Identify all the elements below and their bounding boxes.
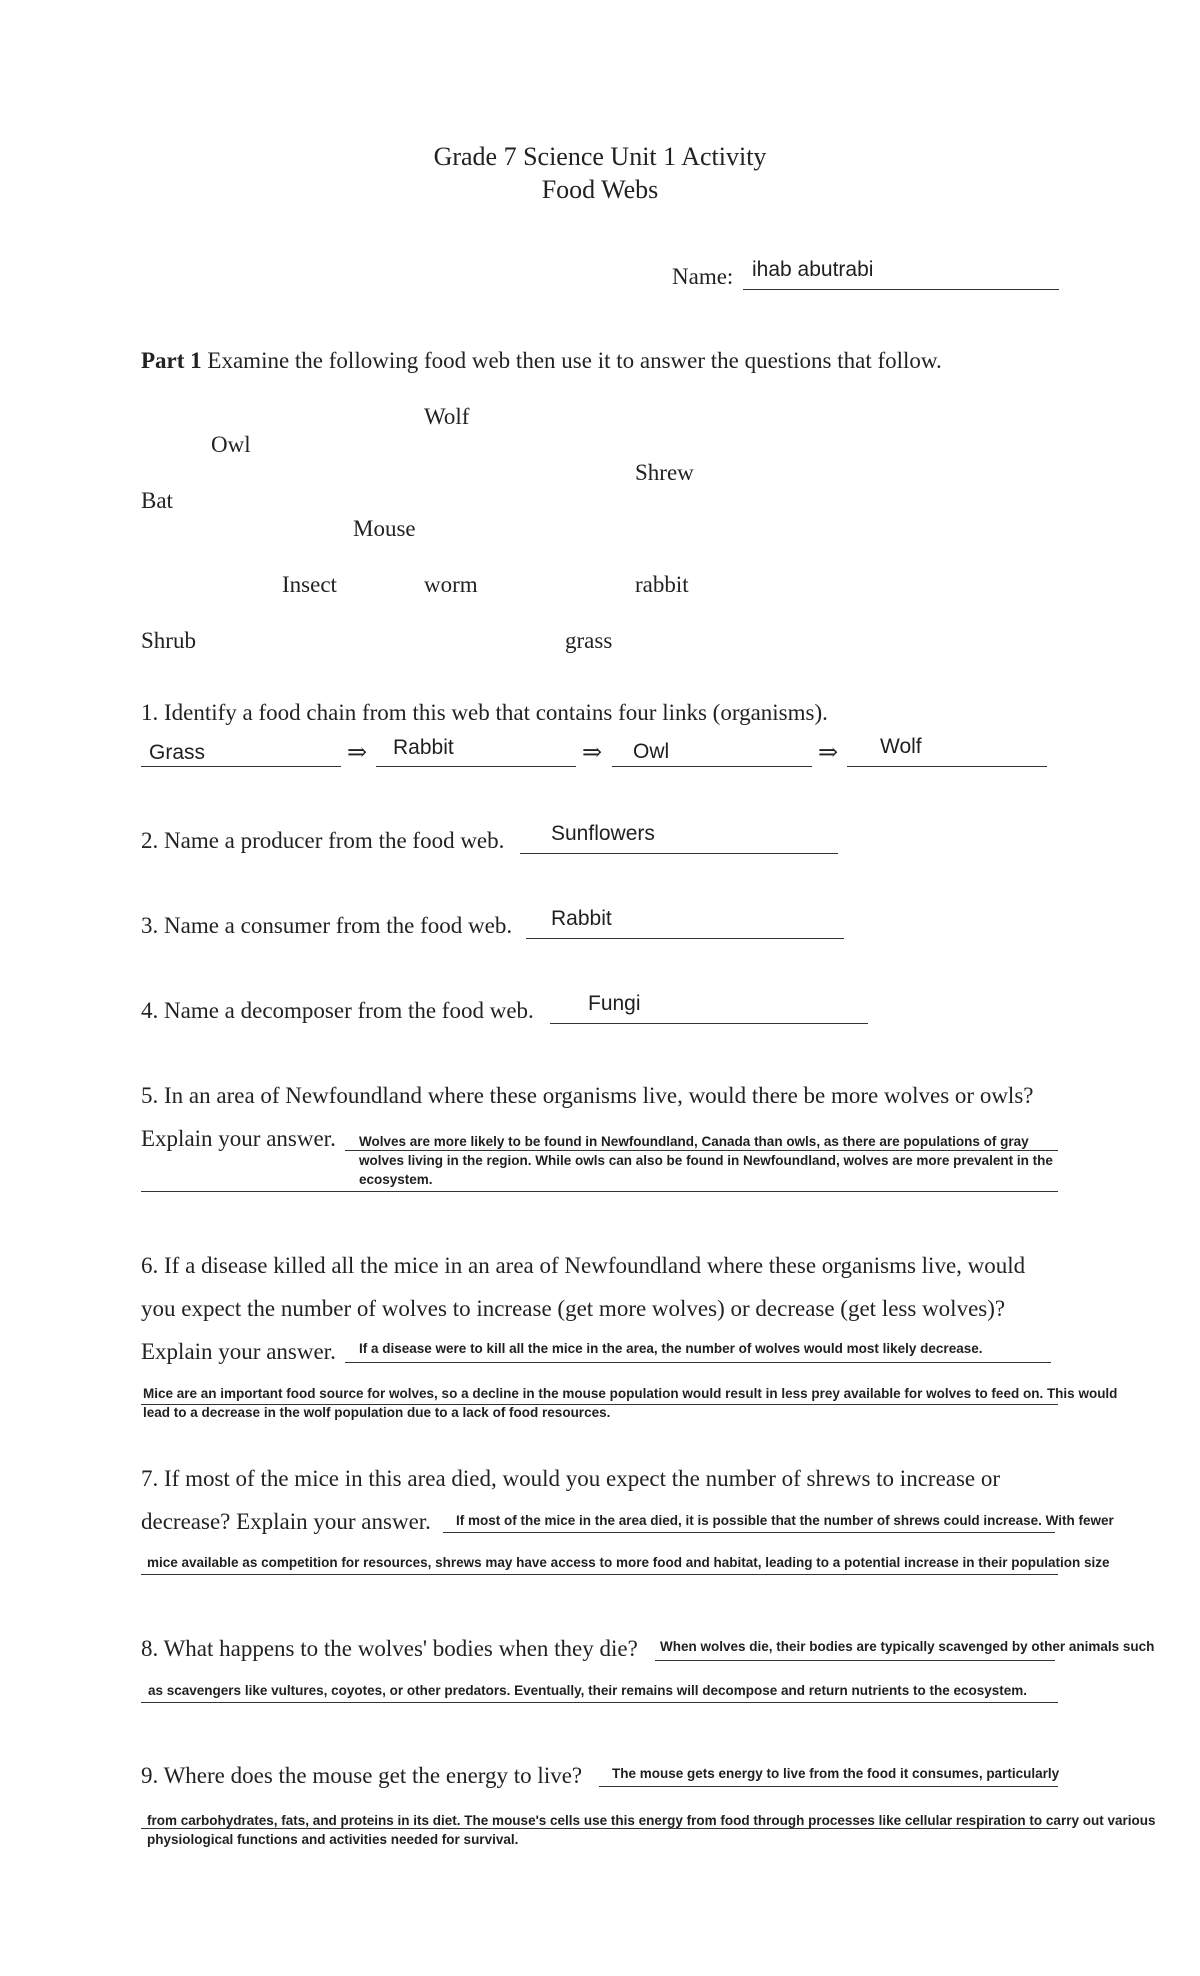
q8-line-2	[141, 1702, 1058, 1703]
q8-answer-2[interactable]: as scavengers like vultures, coyotes, or other predators. Eventually, their remains will decompose and return nutrients to the ecosystem.	[148, 1683, 1028, 1698]
q6-explain: Explain your answer.	[141, 1339, 336, 1364]
q6-answer-1[interactable]: If a disease were to kill all the mice in the area, the number of wolves would most likely decrease.	[359, 1341, 983, 1356]
arrow-3-icon: ⇒	[818, 740, 839, 766]
q5-line-2	[141, 1191, 1058, 1192]
q4-line	[550, 1023, 868, 1024]
q9-answer-2[interactable]: from carbohydrates, fats, and proteins in its diet. The mouse's cells use this energy from food through processes like cellular respiration to carry out various physiological functions and activities needed for survival.	[147, 1813, 1156, 1847]
q7-text-line1: 7. If most of the mice in this area died, would you expect the number of shrews to increase or	[141, 1466, 1001, 1491]
arrow-1-icon: ⇒	[347, 740, 368, 766]
q1-line-4	[847, 766, 1047, 767]
q2-line	[520, 853, 838, 854]
worksheet-subtitle: Food Webs	[541, 175, 659, 204]
q6-line-1	[345, 1362, 1051, 1363]
web-wolf: Wolf	[424, 404, 470, 429]
web-shrub: Shrub	[141, 628, 196, 653]
name-underline	[743, 289, 1059, 290]
q4-answer[interactable]: Fungi	[588, 992, 641, 1015]
q1-line-1	[141, 766, 341, 767]
q9-answer-1[interactable]: The mouse gets energy to live from the food it consumes, particularly	[612, 1766, 1060, 1781]
q7-line-1	[443, 1532, 1055, 1533]
worksheet-title: Grade 7 Science Unit 1 Activity	[433, 142, 767, 171]
q7-text-line2: decrease? Explain your answer.	[141, 1509, 431, 1534]
q3-text: 3. Name a consumer from the food web.	[141, 913, 513, 938]
web-insect: Insect	[282, 572, 337, 597]
q6-text-line2: you expect the number of wolves to increase (get more wolves) or decrease (get less wolves)?	[141, 1296, 1006, 1321]
q5-explain: Explain your answer.	[141, 1126, 336, 1151]
q3-answer[interactable]: Rabbit	[551, 907, 612, 930]
part1-instructions	[141, 348, 942, 374]
q1-answer-1[interactable]: Grass	[149, 741, 206, 764]
q1-text: 1. Identify a food chain from this web that contains four links (organisms).	[141, 700, 828, 725]
name-field[interactable]: ihab abutrabi	[752, 258, 874, 281]
q3-line	[526, 938, 844, 939]
q7-line-2	[141, 1574, 1058, 1575]
q1-line-2	[376, 766, 576, 767]
web-mouse: Mouse	[353, 516, 416, 541]
web-grass: grass	[565, 628, 613, 653]
web-owl: Owl	[211, 432, 251, 457]
web-shrew: Shrew	[635, 460, 694, 485]
q1-answer-4[interactable]: Wolf	[880, 735, 922, 758]
q8-text: 8. What happens to the wolves' bodies when they die?	[141, 1636, 638, 1661]
q5-answer[interactable]: Wolves are more likely to be found in Newfoundland, Canada than owls, as there are populations of gray wolves living in the region. While owls can also be found in Newfoundland, wolves are more prevalent in the ecosystem.	[359, 1134, 1053, 1187]
q4-text: 4. Name a decomposer from the food web.	[141, 998, 534, 1023]
part1-label: Part 1	[141, 348, 202, 373]
part1-text: Examine the following food web then use it to answer the questions that follow.	[207, 348, 942, 373]
q8-answer-1[interactable]: When wolves die, their bodies are typically scavenged by other animals such	[660, 1639, 1155, 1654]
q1-answer-2[interactable]: Rabbit	[393, 736, 454, 759]
q2-answer[interactable]: Sunflowers	[551, 822, 655, 845]
q8-line-1	[655, 1660, 1055, 1661]
q9-text: 9. Where does the mouse get the energy to live?	[141, 1763, 583, 1788]
q5-text: 5. In an area of Newfoundland where these organisms live, would there be more wolves or owls?	[141, 1083, 1034, 1108]
q6-answer-2[interactable]: Mice are an important food source for wolves, so a decline in the mouse population would result in less prey available for wolves to feed on. This would lead to a decrease in the wolf population due to a lack of food resources.	[143, 1386, 1118, 1420]
name-label: Name:	[672, 264, 734, 289]
q9-line-1	[599, 1786, 1058, 1787]
arrow-2-icon: ⇒	[582, 740, 603, 766]
q7-answer-2[interactable]: mice available as competition for resources, shrews may have access to more food and habitat, leading to a potential increase in their population size	[147, 1555, 1110, 1570]
web-rabbit: rabbit	[635, 572, 689, 597]
web-bat: Bat	[141, 488, 173, 513]
q2-text: 2. Name a producer from the food web.	[141, 828, 505, 853]
q1-answer-3[interactable]: Owl	[633, 740, 670, 763]
q7-answer-1[interactable]: If most of the mice in the area died, it is possible that the number of shrews could increase. With fewer	[456, 1513, 1114, 1528]
q1-line-3	[612, 766, 812, 767]
q6-text-line1: 6. If a disease killed all the mice in an area of Newfoundland where these organisms live, would	[141, 1253, 1026, 1278]
web-worm: worm	[424, 572, 478, 597]
